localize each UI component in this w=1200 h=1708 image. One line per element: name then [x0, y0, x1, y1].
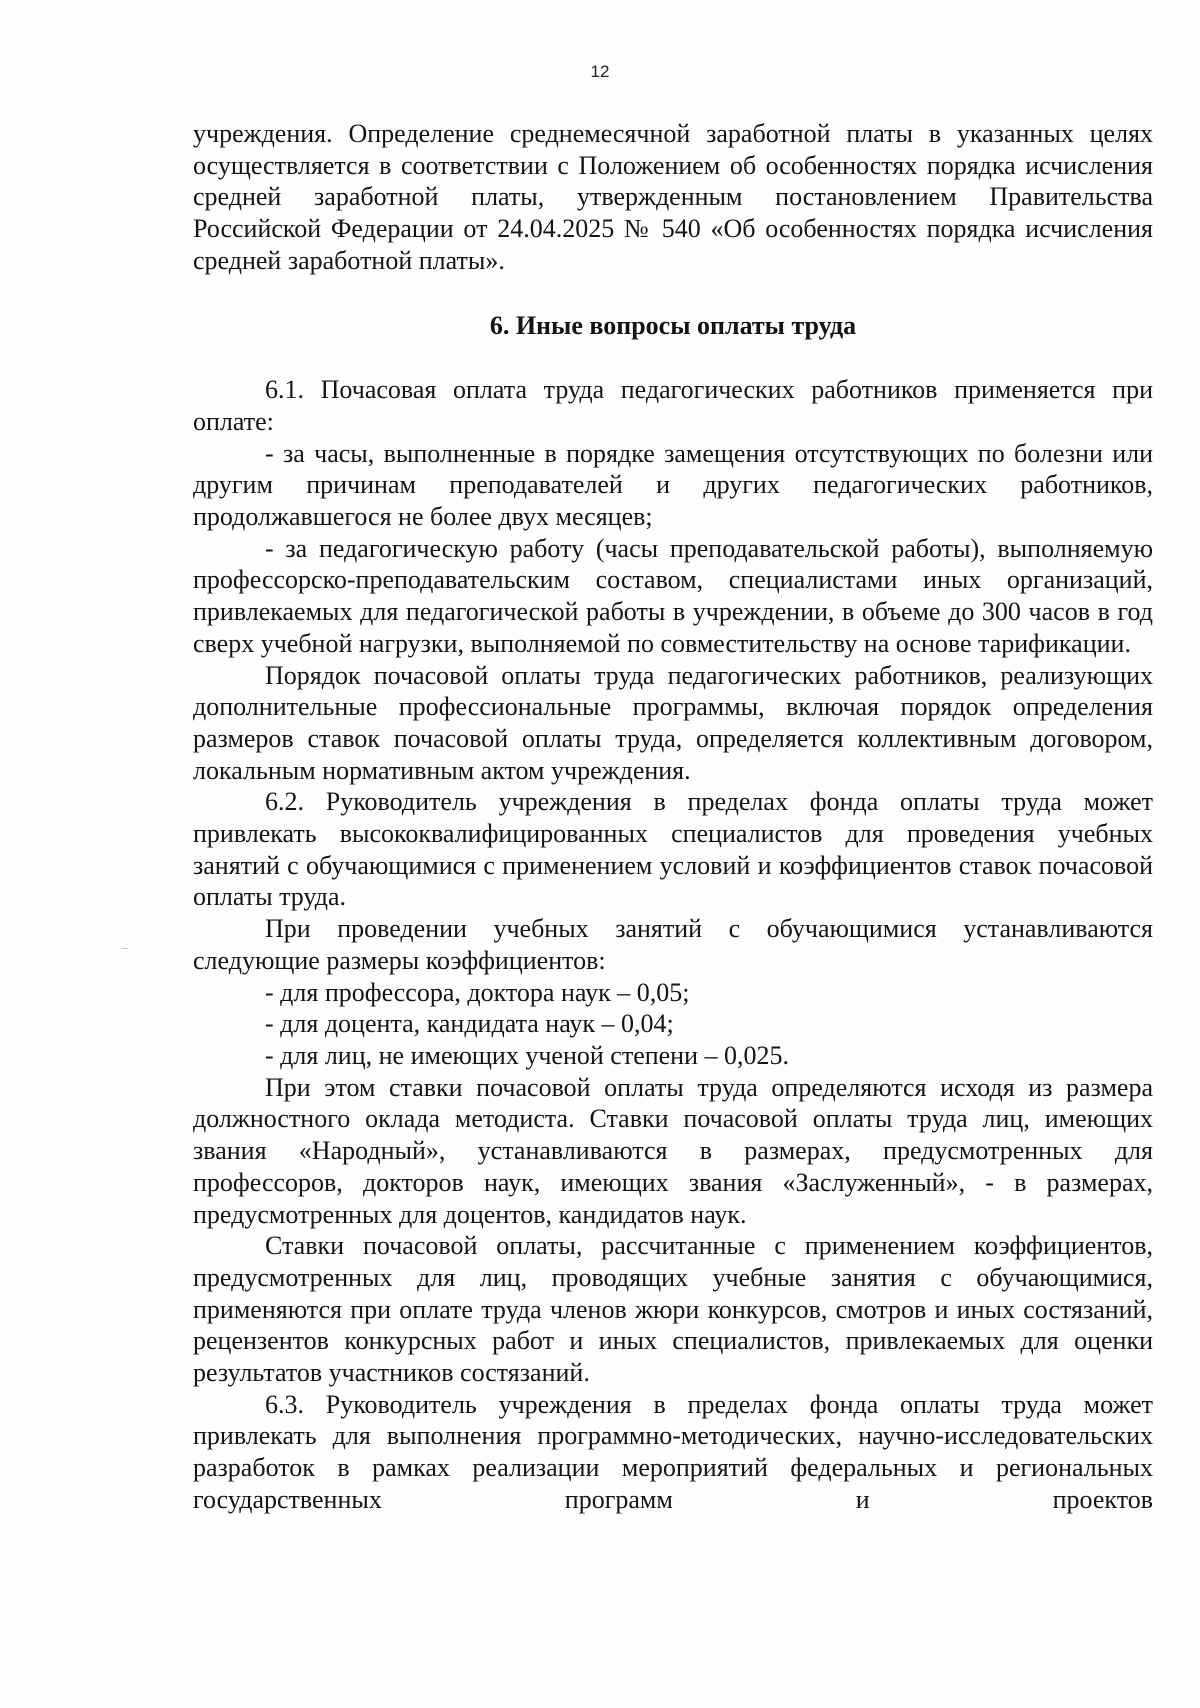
paragraph-6-3: 6.3. Руководитель учреждения в пределах фонда оплаты труда может привлекать для выполнения программно-методических, научно-исследовательских разработок в рамках реализации мероприятий федеральных и региональных государственных программ и проектов	[193, 1389, 1153, 1514]
list-item-teaching-work: - за педагогическую работу (часы преподавательской работы), выполняемую профессорско-преподавательским составом, специалистами иных организаций, привлекаемых для педагогической работы в учреждении, в объеме до 300 часов в год сверх учебной нагрузки, выполняемой по совместительству на основе тарификации.	[193, 533, 1153, 658]
paragraph-coefficients-intro: При проведении учебных занятий с обучающимися устанавливаются следующие размеры коэффициентов:	[193, 914, 1153, 975]
document-body	[193, 118, 1153, 1516]
paragraph-6-1: 6.1. Почасовая оплата труда педагогических работников применяется при оплате:	[193, 375, 1153, 436]
intro-paragraph: учреждения. Определение среднемесячной заработной платы в указанных целях осуществляется в соответствии с Положением об особенностях порядка исчисления средней заработной платы, утвержденным постановлением Правительства Российской Федерации от 24.04.2025 № 540 «Об особенностях порядка исчисления средней заработной платы».	[193, 119, 1153, 275]
paragraph-6-2: 6.2. Руководитель учреждения в пределах фонда оплаты труда может привлекать высококвалифицированных специалистов для проведения учебных занятий с обучающимися с применением условий и коэффициентов ставок почасовой оплаты труда.	[193, 787, 1153, 912]
section-heading: 6. Иные вопросы оплаты труда	[489, 310, 857, 340]
page-number: 12	[590, 62, 610, 81]
paragraph-hourly-pay-procedure: Порядок почасовой оплаты труда педагогических работников, реализующих дополнительные профессиональные программы, включая порядок определения размеров ставок почасовой оплаты труда, определяется коллективным договором, локальным нормативным актом учреждения.	[193, 660, 1153, 785]
coefficient-no-degree: - для лиц, не имеющих ученой степени – 0,025.	[265, 1040, 790, 1070]
paragraph-rates-basis: При этом ставки почасовой оплаты труда определяются исходя из размера должностного оклада методиста. Ставки почасовой оплаты труда лиц, имеющих звания «Народный», устанавливаются в размерах, предусмотренных для профессоров, докторов наук, имеющих звания «Заслуженный», - в размерах, предусмотренных для доцентов, кандидатов наук.	[193, 1072, 1153, 1229]
paragraph-jury-rates: Ставки почасовой оплаты, рассчитанные с применением коэффициентов, предусмотренных для лиц, проводящих учебные занятия с обучающимися, применяются при оплате труда членов жюри конкурсов, смотров и иных состязаний, рецензентов конкурсных работ и иных специалистов, привлекаемых для оценки результатов участников состязаний.	[193, 1231, 1153, 1388]
coefficient-docent: - для доцента, кандидата наук – 0,04;	[265, 1009, 674, 1039]
list-item-substitution-hours: - за часы, выполненные в порядке замещения отсутствующих по болезни или другим причинам преподавателей и других педагогических работников, продолжавшегося не более двух месяцев;	[193, 438, 1153, 532]
coefficient-professor: - для профессора, доктора наук – 0,05;	[265, 977, 690, 1007]
scan-artifact	[122, 948, 128, 949]
